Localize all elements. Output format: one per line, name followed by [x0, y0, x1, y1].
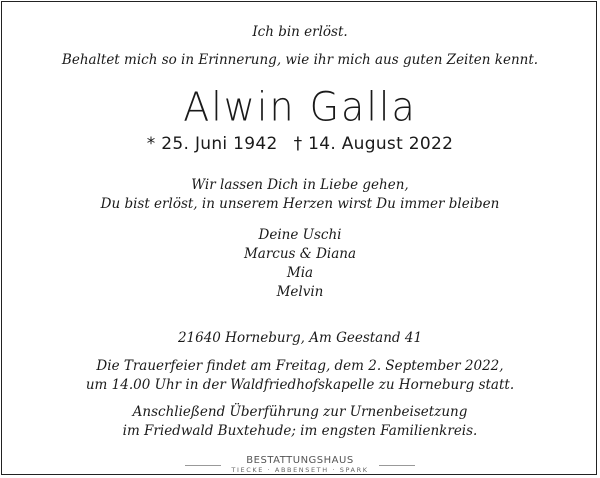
death-date: † 14. August 2022 — [293, 134, 454, 154]
family-address: 21640 Horneburg, Am Geestand 41 — [177, 330, 423, 346]
mourner-name: Deine Uschi — [258, 227, 342, 243]
mourner-name: Melvin — [276, 284, 324, 300]
logo-rule-left — [185, 465, 221, 466]
mourner-name: Mia — [286, 265, 314, 281]
service-line-2: um 14.00 Uhr in der Waldfriedhofskapelle zu Horneburg statt. — [85, 377, 515, 393]
burial-line-1: Anschließend Überführung zur Urnenbeisetzung — [132, 404, 468, 420]
funeral-home-partners: TIECKE · ABBENSETH · SPARK — [231, 466, 369, 474]
life-dates — [0, 133, 600, 155]
burial-line-2: im Friedwald Buxtehude; im engsten Familienkreis. — [122, 423, 478, 439]
farewell-line-2: Du bist erlöst, in unserem Herzen wirst Du immer bleiben — [100, 196, 500, 212]
funeral-home-name: BESTATTUNGSHAUS — [246, 455, 354, 466]
birth-date: * 25. Juni 1942 — [146, 134, 278, 154]
farewell-line-1: Wir lassen Dich in Liebe gehen, — [191, 177, 409, 193]
funeral-home-logo — [0, 455, 600, 476]
mourner-name: Marcus & Diana — [243, 246, 357, 262]
verse-line-2: Behaltet mich so in Erinnerung, wie ihr mich aus guten Zeiten kennt. — [61, 52, 539, 68]
service-line-1: Die Trauerfeier findet am Freitag, dem 2. September 2022, — [96, 358, 504, 374]
verse-line-1: Ich bin erlöst. — [252, 24, 348, 40]
logo-rule-right — [379, 465, 415, 466]
deceased-name: Alwin Galla — [183, 83, 417, 131]
